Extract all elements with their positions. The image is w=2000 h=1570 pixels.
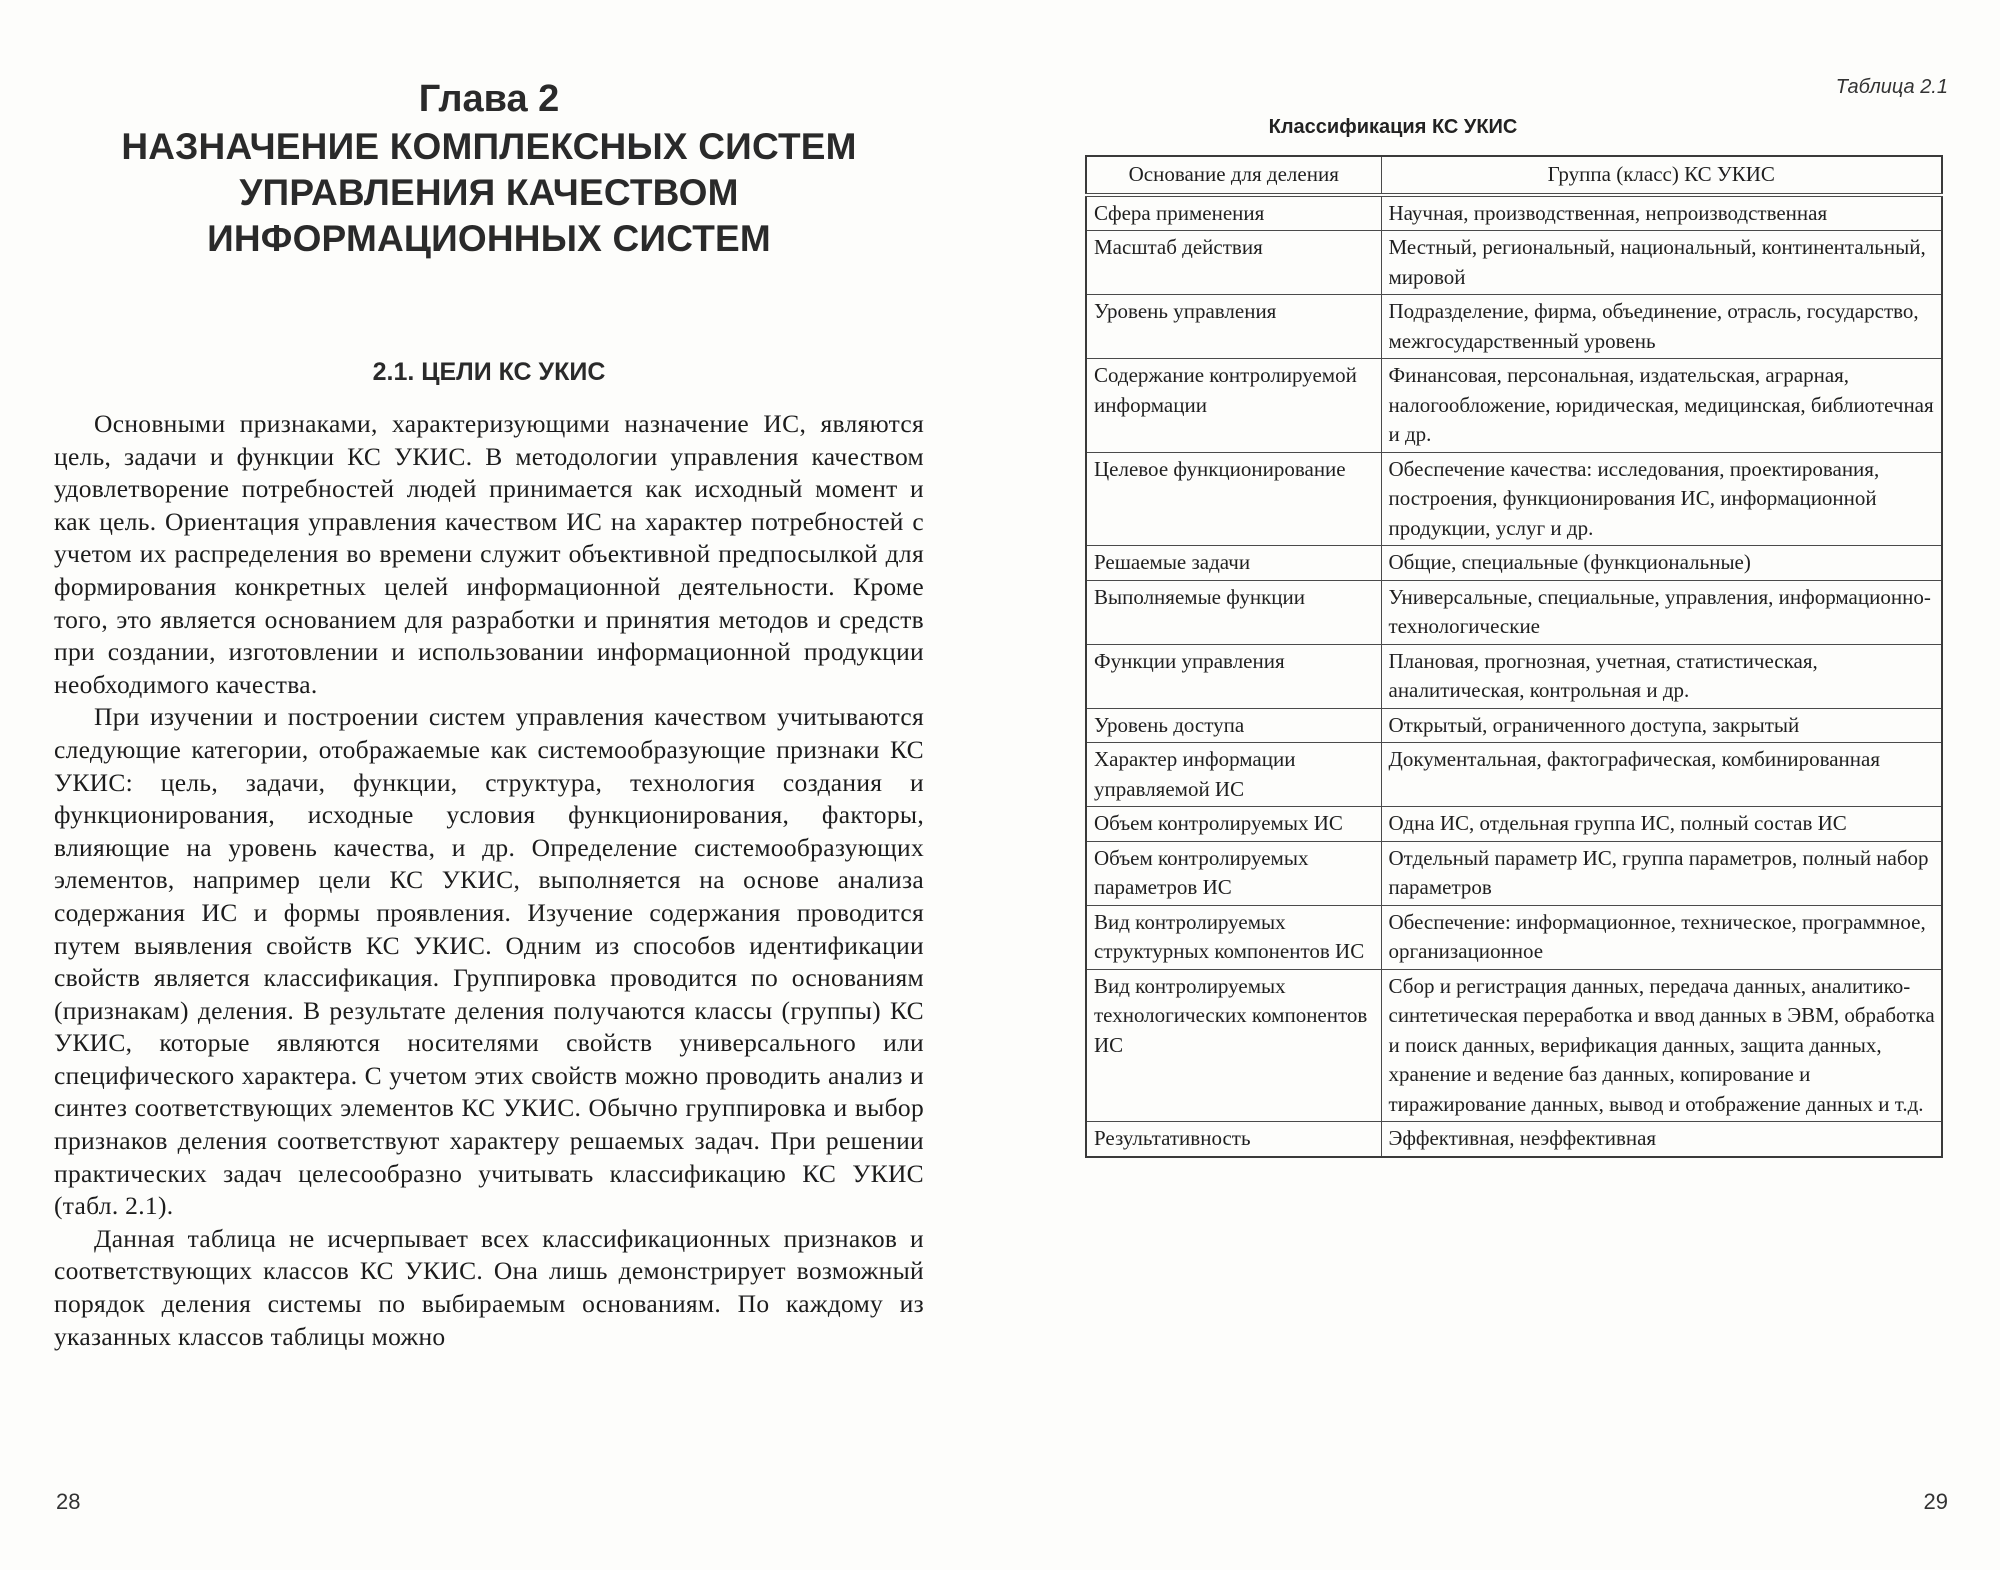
table-row — [1086, 580, 1942, 644]
chapter-number: Глава 2 — [418, 78, 560, 120]
row-basis: Характер информации управляемой ИС — [1086, 743, 1381, 807]
row-basis: Уровень управления — [1086, 295, 1381, 359]
table-row — [1086, 231, 1942, 295]
table-row — [1086, 743, 1942, 807]
table-row — [1086, 905, 1942, 969]
row-basis: Масштаб действия — [1086, 231, 1381, 295]
table-header-row — [1086, 156, 1942, 195]
row-basis: Уровень доступа — [1086, 708, 1381, 743]
header-group: Группа (класс) КС УКИС — [1381, 156, 1942, 195]
table-row — [1086, 969, 1942, 1122]
row-basis: Объем контролируемых параметров ИС — [1086, 841, 1381, 905]
table-row — [1086, 1122, 1942, 1157]
table-row — [1086, 295, 1942, 359]
table-label: Таблица 2.1 — [1835, 76, 1948, 98]
row-basis: Выполняемые функции — [1086, 580, 1381, 644]
paragraph-3: Данная таблица не исчерпывает всех классификационных признаков и соответствующих классов КС УКИС. Она лишь демонстрирует возможный порядок деления системы по выбираемым основаниям. По каждому из указанных классов таблицы можно — [54, 1223, 924, 1351]
row-classes: Отдельный параметр ИС, группа параметров, полный набор параметров — [1381, 841, 1942, 905]
paragraph-2: При изучении и построении систем управления качеством учитываются следующие категории, отображаемые как системообразующие признаки КС УКИС: цель, задачи, функции, структура, технология создания и функционирования, исходные условия функционирования, факторы, влияющие на уровень качества, и др. Определение системообразующих элементов, например цели КС УКИС, выполняется на основе анализа содержания ИС и формы проявления. Изучение содержания проводится путем выявления свойств КС УКИС. Одним из способов идентификации свойств является классификация. Группировка проводится по основаниям (признакам) деления. В результате деления получаются классы (группы) КС УКИС, которые являются носителями свойств универсального или специфического характера. С учетом этих свойств можно проводить анализ и синтез соответствующих элементов КС УКИС. Обычно группировка и выбор признаков деления соответствуют характеру решаемых задач. При решении практических задач целесообразно учитывать классификацию КС УКИС (табл. 2.1). — [54, 702, 924, 1221]
table-row — [1086, 644, 1942, 708]
row-basis: Сфера применения — [1086, 195, 1381, 231]
row-classes: Обеспечение: информационное, техническое, программное, организационное — [1381, 905, 1942, 969]
paragraph-1: Основными признаками, характеризующими назначение ИС, являются цель, задачи и функции КС УКИС. В методологии управления качеством удовлетворение потребностей людей принимается как исходный момент и как цель. Ориентация управления качеством ИС на характер потребностей с учетом их распределения во времени служит объективной предпосылкой для формирования конкретных целей информационной деятельности. Кроме того, это является основанием для разработки и принятия методов и средств при создании, изготовлении и использовании информационной продукции необходимого качества. — [54, 409, 924, 699]
table-row — [1086, 807, 1942, 842]
row-basis: Вид контролируемых структурных компонентов ИС — [1086, 905, 1381, 969]
table-row — [1086, 708, 1942, 743]
body-text — [54, 408, 924, 1353]
chapter-title-line-2: УПРАВЛЕНИЯ КАЧЕСТВОМ — [239, 172, 739, 213]
row-classes: Научная, производственная, непроизводственная — [1381, 195, 1942, 231]
row-classes: Местный, региональный, национальный, континентальный, мировой — [1381, 231, 1942, 295]
table-row — [1086, 452, 1942, 546]
row-classes: Эффективная, неэффективная — [1381, 1122, 1942, 1157]
right-page — [1000, 0, 2000, 1570]
table-caption: Классификация КС УКИС — [1268, 116, 1518, 138]
row-basis: Целевое функционирование — [1086, 452, 1381, 546]
table-row — [1086, 359, 1942, 453]
row-classes: Одна ИС, отдельная группа ИС, полный состав ИС — [1381, 807, 1942, 842]
table-row — [1086, 841, 1942, 905]
chapter-heading — [54, 74, 924, 262]
row-classes: Открытый, ограниченного доступа, закрытый — [1381, 708, 1942, 743]
row-classes: Финансовая, персональная, издательская, аграрная, налогообложение, юридическая, медицинская, библиотечная и др. — [1381, 359, 1942, 453]
page-number-left: 28 — [56, 1489, 81, 1514]
row-classes: Обеспечение качества: исследования, проектирования, построения, функционирования ИС, информационной продукции, услуг и др. — [1381, 452, 1942, 546]
section-title: 2.1. ЦЕЛИ КС УКИС — [372, 358, 606, 386]
row-classes: Документальная, фактографическая, комбинированная — [1381, 743, 1942, 807]
row-basis: Результативность — [1086, 1122, 1381, 1157]
row-classes: Сбор и регистрация данных, передача данных, аналитико-синтетическая переработка и ввод данных в ЭВМ, обработка и поиск данных, верификация данных, защита данных, хранение и ведение баз данных, копирование и тиражирование данных, вывод и отображение данных и т.д. — [1381, 969, 1942, 1122]
chapter-title-line-1: НАЗНАЧЕНИЕ КОМПЛЕКСНЫХ СИСТЕМ — [121, 126, 857, 167]
row-basis: Решаемые задачи — [1086, 546, 1381, 581]
row-classes: Подразделение, фирма, объединение, отрасль, государство, межгосударственный уровень — [1381, 295, 1942, 359]
table-row — [1086, 195, 1942, 231]
classification-table — [1085, 155, 1943, 1158]
row-basis: Объем контролируемых ИС — [1086, 807, 1381, 842]
row-basis: Функции управления — [1086, 644, 1381, 708]
row-classes: Плановая, прогнозная, учетная, статистическая, аналитическая, контрольная и др. — [1381, 644, 1942, 708]
row-basis: Содержание контролируемой информации — [1086, 359, 1381, 453]
table-row — [1086, 546, 1942, 581]
page-number-right: 29 — [1923, 1489, 1948, 1514]
row-basis: Вид контролируемых технологических компонентов ИС — [1086, 969, 1381, 1122]
header-basis: Основание для деления — [1086, 156, 1381, 195]
row-classes: Общие, специальные (функциональные) — [1381, 546, 1942, 581]
chapter-title-line-3: ИНФОРМАЦИОННЫХ СИСТЕМ — [207, 218, 771, 259]
row-classes: Универсальные, специальные, управления, информационно-технологические — [1381, 580, 1942, 644]
